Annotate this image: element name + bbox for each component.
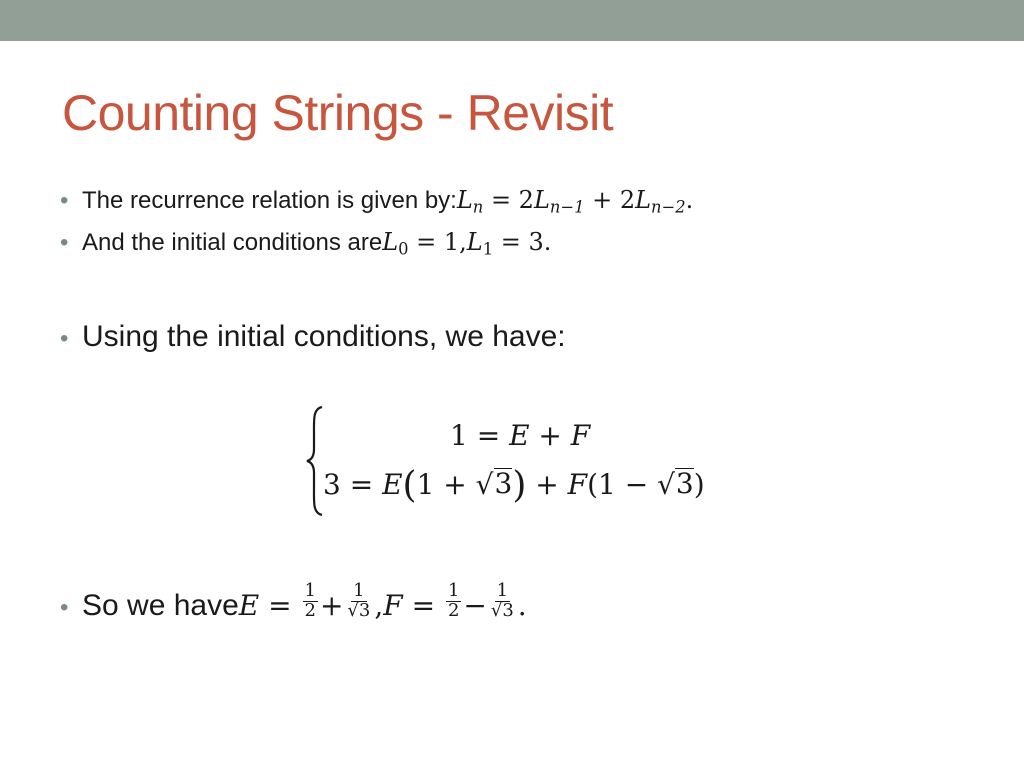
initial-conditions-formula: $L_0 = 1,L_1 = 3$. — [382, 228, 552, 259]
bullet-text: And the initial conditions are — [82, 229, 383, 256]
bullet-text: Using the initial conditions, we have: — [82, 320, 566, 353]
bullet-dot: • — [60, 187, 69, 214]
equation-system — [305, 405, 745, 517]
top-bar — [0, 0, 1024, 41]
bullet-dot: • — [60, 325, 69, 352]
bullet-initial-conditions — [60, 228, 551, 259]
bullet-text: The recurrence relation is given by: — [82, 187, 457, 214]
bullet-dot: • — [60, 229, 69, 256]
equation-2: 3 = E(1 + √ 3 ) + F(1 − √ 3 ) — [323, 465, 705, 506]
bullet-dot: • — [60, 593, 69, 621]
bullet-solution — [60, 580, 527, 627]
bullet-recurrence — [60, 186, 693, 217]
solution-formula: E = $\frac{1}{2}$ + $\frac{1}{√3}$ ,F = $\frac{1}{2}$ − $\frac{1}{√3}$ . — [238, 580, 527, 622]
bullet-text: So we have — [82, 588, 239, 622]
equation-1: 1 = E + F — [450, 419, 591, 452]
bullet-using-initial — [60, 320, 566, 354]
recurrence-formula: $L_n = 2L_{n-1} + 2L_{n-2}$. — [456, 186, 694, 217]
slide-title: Counting Strings - Revisit — [62, 85, 614, 141]
